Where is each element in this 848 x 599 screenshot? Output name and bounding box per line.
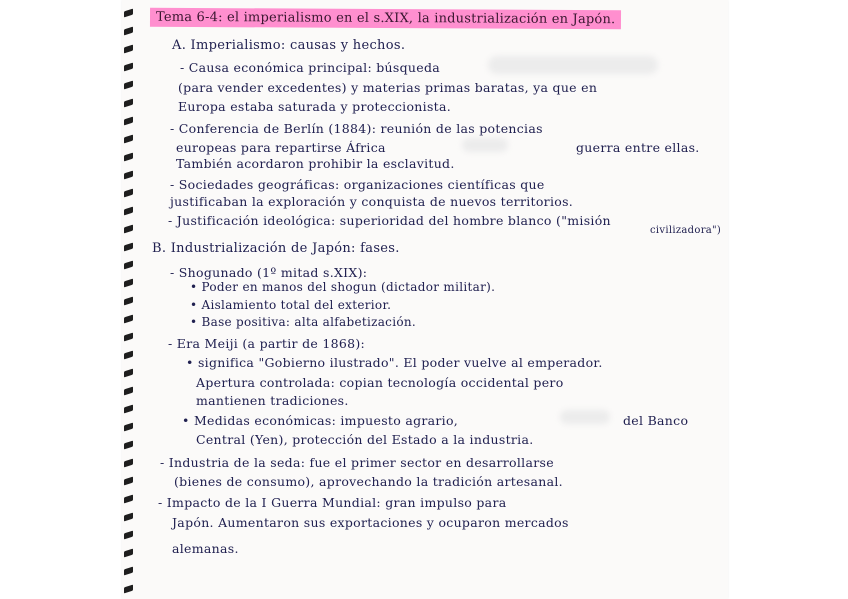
binding-ring — [124, 99, 133, 108]
binding-ring — [124, 369, 133, 378]
bullet-text: - Industria de la seda: fue el primer sector en desarrollarse — [160, 455, 554, 470]
section-b-heading: B. Industrialización de Japón: fases. — [152, 241, 400, 256]
binding-ring — [124, 333, 133, 342]
bullet-text: - Shogunado (1º mitad s.XIX): — [170, 265, 368, 280]
redacted-area — [462, 138, 508, 152]
binding-ring — [124, 387, 133, 396]
binding-ring — [124, 495, 133, 504]
bullet-text: europeas para repartirse África — [176, 140, 386, 155]
binding-ring — [124, 351, 133, 360]
binding-ring — [124, 81, 133, 90]
binding-ring — [124, 171, 133, 180]
binding-ring — [124, 513, 133, 522]
binding-ring — [124, 153, 133, 162]
binding-ring — [124, 225, 133, 234]
page-title: Tema 6-4: el imperialismo en el s.XIX, la industrialización en Japón. — [150, 8, 621, 29]
binding-ring — [124, 549, 133, 558]
bullet-text: civilizadora") — [650, 225, 722, 236]
bullet-text: guerra entre ellas. — [576, 140, 700, 155]
binding-ring — [124, 297, 133, 306]
binding-ring — [124, 63, 133, 72]
binding-ring — [124, 315, 133, 324]
binding-ring — [124, 477, 133, 486]
redacted-area — [488, 56, 658, 74]
bullet-text: Japón. Aumentaron sus exportaciones y ocuparon mercados — [172, 515, 569, 530]
sub-bullet-text: • Base positiva: alta alfabetización. — [190, 315, 417, 329]
binding-ring — [124, 189, 133, 198]
sub-bullet-text: • Aislamiento total del exterior. — [190, 298, 392, 312]
sub-bullet-text: • Medidas económicas: impuesto agrario, — [182, 413, 459, 428]
spiral-binding — [122, 0, 136, 599]
binding-ring — [124, 117, 133, 126]
binding-ring — [124, 279, 133, 288]
binding-ring — [124, 405, 133, 414]
bullet-text: - Causa económica principal: búsqueda — [180, 60, 441, 75]
binding-ring — [124, 459, 133, 468]
binding-ring — [124, 585, 133, 594]
sub-bullet-text: Apertura controlada: copian tecnología occidental pero — [196, 375, 564, 390]
binding-ring — [124, 567, 133, 576]
binding-ring — [124, 423, 133, 432]
redacted-area — [560, 410, 610, 424]
sub-bullet-text: Central (Yen), protección del Estado a la industria. — [196, 432, 534, 447]
binding-ring — [124, 531, 133, 540]
bullet-text: - Sociedades geográficas: organizaciones científicas que — [170, 177, 545, 192]
bullet-text: Europa estaba saturada y proteccionista. — [178, 99, 452, 114]
binding-ring — [124, 9, 133, 18]
sub-bullet-text: • Poder en manos del shogun (dictador militar). — [190, 280, 496, 294]
section-a-heading: A. Imperialismo: causas y hechos. — [172, 38, 406, 53]
bullet-text: - Impacto de la I Guerra Mundial: gran impulso para — [158, 495, 507, 510]
bullet-text: - Justificación ideológica: superioridad del hombre blanco ("misión — [168, 213, 611, 228]
sub-bullet-text: del Banco — [623, 413, 689, 428]
bullet-text: justificaban la exploración y conquista de nuevos territorios. — [170, 194, 574, 209]
binding-ring — [124, 441, 133, 450]
binding-ring — [124, 207, 133, 216]
bullet-text: - Era Meiji (a partir de 1868): — [168, 336, 366, 351]
binding-ring — [124, 261, 133, 270]
binding-ring — [124, 243, 133, 252]
sub-bullet-text: • significa "Gobierno ilustrado". El poder vuelve al emperador. — [186, 355, 603, 370]
binding-ring — [124, 27, 133, 36]
bullet-text: - Conferencia de Berlín (1884): reunión de las potencias — [170, 121, 543, 136]
sub-bullet-text: mantienen tradiciones. — [196, 393, 349, 408]
binding-ring — [124, 135, 133, 144]
bullet-text: alemanas. — [172, 541, 239, 556]
bullet-text: (bienes de consumo), aprovechando la tradición artesanal. — [174, 474, 563, 489]
bullet-text: (para vender excedentes) y materias primas baratas, ya que en — [178, 80, 598, 95]
bullet-text: También acordaron prohibir la esclavitud. — [176, 156, 455, 171]
binding-ring — [124, 45, 133, 54]
